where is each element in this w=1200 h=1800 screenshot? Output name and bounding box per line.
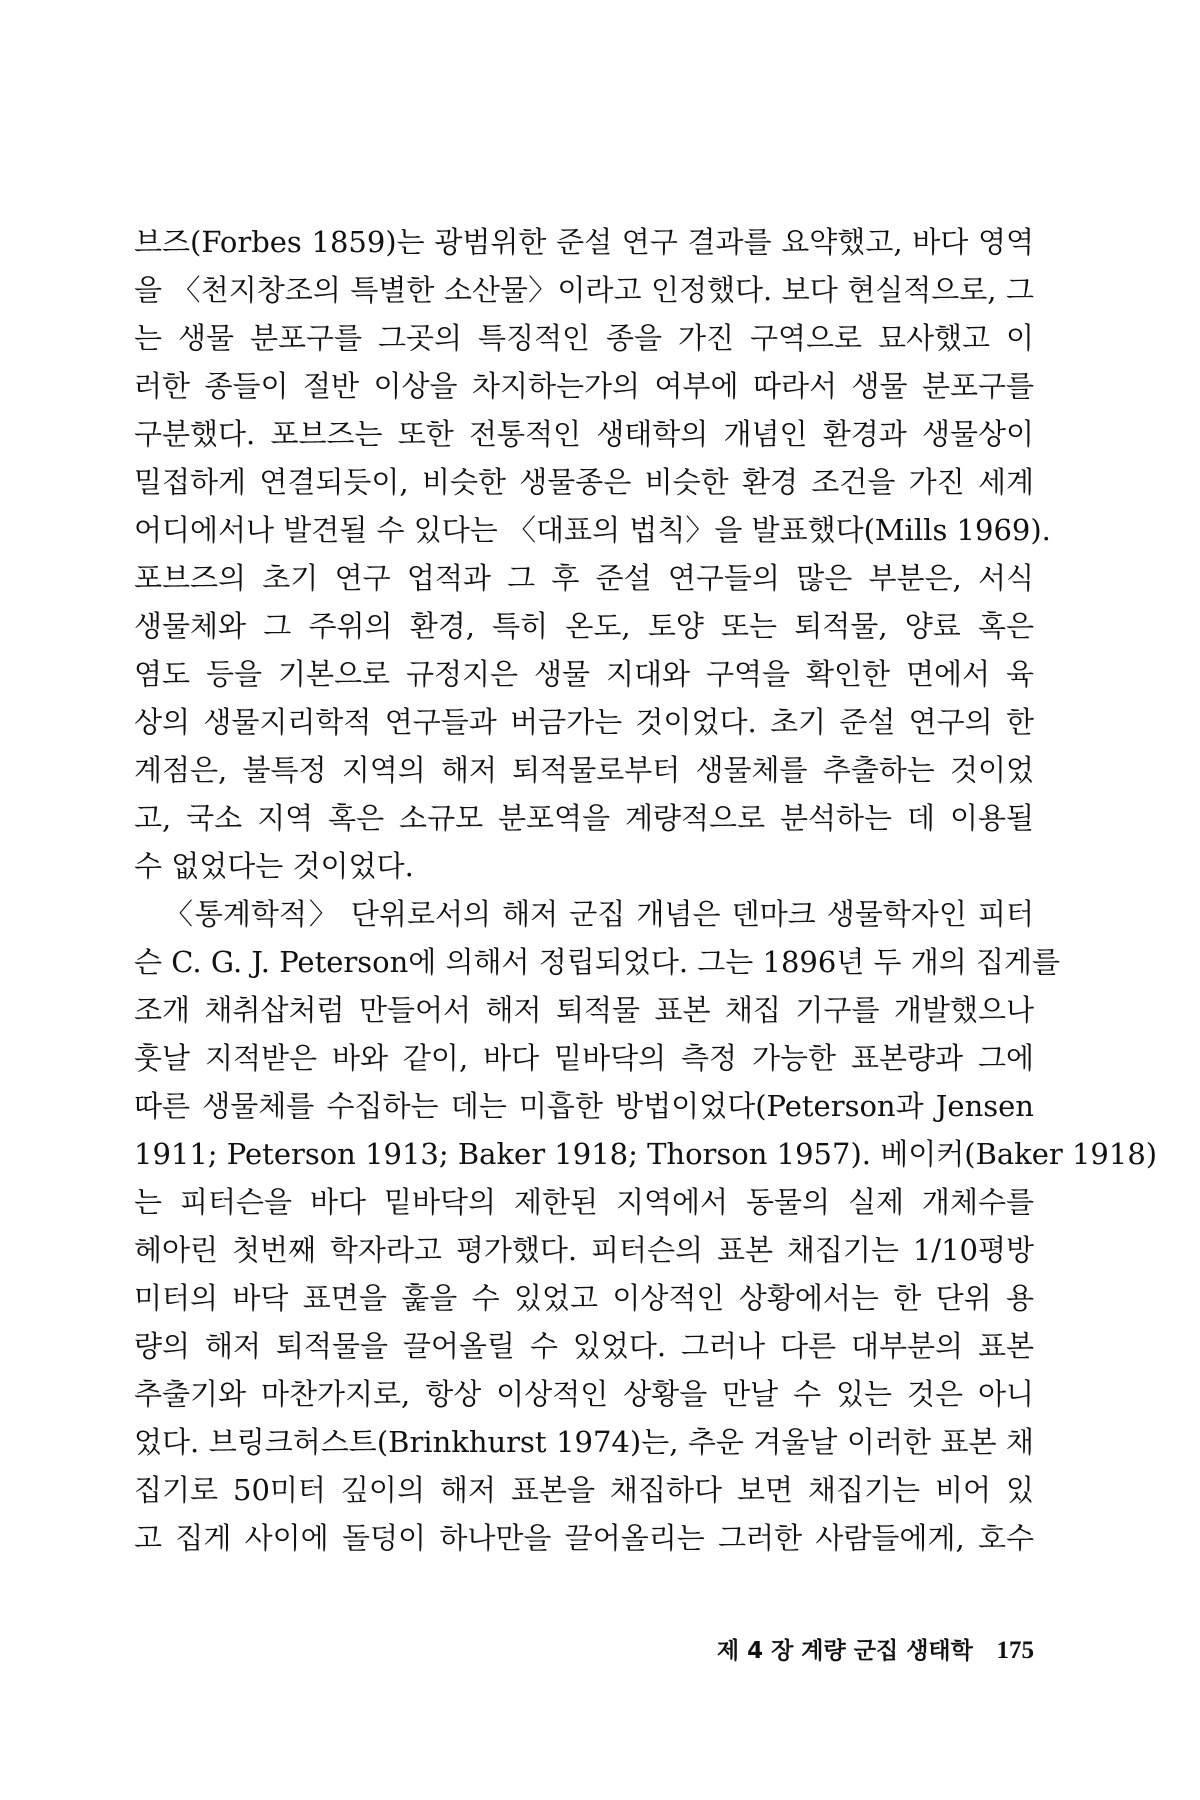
text-line: 슨 C. G. J. Peterson에 의해서 정립되었다. 그는 1896년 두 개의 집게를 [134, 945, 1061, 979]
body-text [134, 218, 1158, 1562]
text-line: 포브즈의 초기 연구 업적과 그 후 준설 연구들의 많은 부분은, 서식 [134, 561, 1034, 595]
text-line: 어디에서나 발견될 수 있다는 〈대표의 법칙〉을 발표했다(Mills 1969). [134, 513, 1051, 547]
text-line: 러한 종들이 절반 이상을 차지하는가의 여부에 따라서 생물 분포구를 [134, 369, 1034, 403]
page-number: 175 [996, 1637, 1034, 1664]
text-line: 수 없었다는 것이었다. [134, 849, 414, 883]
text-line: 상의 생물지리학적 연구들과 버금가는 것이었다. 초기 준설 연구의 한 [134, 705, 1034, 739]
chapter-title: 제 4 장 계량 군집 생태학 [716, 1638, 973, 1664]
text-line: 훗날 지적받은 바와 같이, 바다 밑바닥의 측정 가능한 표본량과 그에 [134, 1041, 1034, 1075]
text-line: 헤아린 첫번째 학자라고 평가했다. 피터슨의 표본 채집기는 1/10평방 [134, 1233, 1034, 1267]
text-line: 는 피터슨을 바다 밑바닥의 제한된 지역에서 동물의 실제 개체수를 [134, 1185, 1034, 1219]
text-line: 조개 채취삽처럼 만들어서 해저 퇴적물 표본 채집 기구를 개발했으나 [134, 993, 1034, 1027]
text-line: 구분했다. 포브즈는 또한 전통적인 생태학의 개념인 환경과 생물상이 [134, 417, 1034, 451]
paragraph-first-line: 〈통계학적〉 단위로서의 해저 군집 개념은 덴마크 생물학자인 피터 [164, 897, 1034, 931]
text-line: 량의 해저 퇴적물을 끌어올릴 수 있었다. 그러나 다른 대부분의 표본 [134, 1329, 1034, 1363]
text-line: 집기로 50미터 깊이의 해저 표본을 채집하다 보면 채집기는 비어 있 [134, 1473, 1034, 1507]
text-line: 따른 생물체를 수집하는 데는 미흡한 방법이었다(Peterson과 Jensen [134, 1089, 1034, 1123]
text-line: 고 집게 사이에 돌덩이 하나만을 끌어올리는 그러한 사람들에게, 호수 [134, 1521, 1034, 1555]
text-line: 을 〈천지창조의 특별한 소산물〉이라고 인정했다. 보다 현실적으로, 그 [134, 273, 1034, 307]
text-line: 미터의 바닥 표면을 훑을 수 있었고 이상적인 상황에서는 한 단위 용 [134, 1281, 1034, 1315]
text-line: 는 생물 분포구를 그곳의 특징적인 종을 가진 구역으로 묘사했고 이 [134, 321, 1034, 355]
text-line: 고, 국소 지역 혹은 소규모 분포역을 계량적으로 분석하는 데 이용될 [134, 801, 1034, 835]
text-line: 었다. 브링크허스트(Brinkhurst 1974)는, 추운 겨울날 이러한 표본 채 [134, 1425, 1034, 1459]
text-line: 계점은, 불특정 지역의 해저 퇴적물로부터 생물체를 추출하는 것이었 [134, 753, 1034, 787]
text-line: 브즈(Forbes 1859)는 광범위한 준설 연구 결과를 요약했고, 바다 영역 [134, 225, 1034, 259]
text-line: 염도 등을 기본으로 규정지은 생물 지대와 구역을 확인한 면에서 육 [134, 657, 1034, 691]
text-line: 생물체와 그 주위의 환경, 특히 온도, 토양 또는 퇴적물, 양료 혹은 [134, 609, 1034, 643]
text-line: 밀접하게 연결되듯이, 비슷한 생물종은 비슷한 환경 조건을 가진 세계 [134, 465, 1034, 499]
page-footer [700, 1630, 1034, 1670]
text-line: 추출기와 마찬가지로, 항상 이상적인 상황을 만날 수 있는 것은 아니 [134, 1377, 1034, 1411]
text-line: 1911; Peterson 1913; Baker 1918; Thorson 1957). 베이커(Baker 1918) [134, 1137, 1158, 1171]
